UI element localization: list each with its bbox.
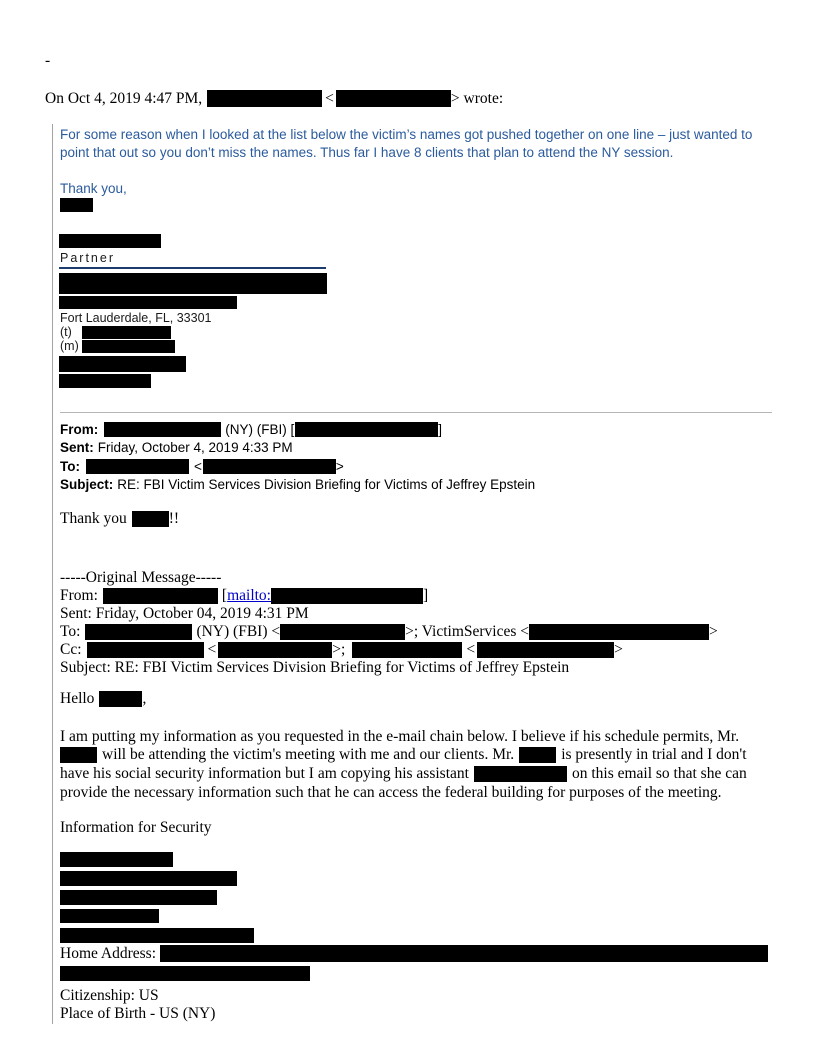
body-line-2a: will be attending the victim's meeting with me and our clients. Mr.: [102, 746, 515, 763]
security-heading: Information for Security: [60, 819, 212, 836]
quote-border: [52, 124, 53, 1024]
om-to-line: [60, 622, 718, 641]
redaction-bar: [519, 747, 556, 763]
top-dash: -: [45, 52, 51, 69]
greeting-suffix: ,: [142, 690, 147, 707]
reply-thanks-line: [60, 509, 179, 528]
subject-value: RE: FBI Victim Services Division Briefing for Victims of Jeffrey Epstein: [117, 477, 536, 492]
redaction-bar: [132, 511, 169, 527]
reply-suffix: !!: [168, 510, 180, 527]
om-from-label: From:: [60, 587, 98, 604]
redaction-bar: [477, 642, 614, 658]
body-line-2b: is presently in trial and I don't: [561, 746, 747, 763]
forward-sent-line: [60, 439, 293, 457]
subject-label: Subject:: [60, 477, 114, 492]
redaction-bar: [218, 642, 332, 658]
redaction-bar: [60, 747, 97, 763]
body-line-3a: have his social security information but I am copying his assistant: [60, 765, 469, 782]
redaction-bar: [59, 374, 151, 388]
redaction-bar: [85, 624, 192, 640]
om-subject-line: Subject: RE: FBI Victim Services Division Briefing for Victims of Jeffrey Epstein: [60, 659, 570, 676]
redaction-bar: [60, 890, 217, 905]
redaction-bar: [60, 852, 173, 867]
from-suffix: (NY) (FBI) [: [225, 422, 295, 437]
sent-label: Sent:: [60, 440, 94, 455]
signature-rule: [59, 267, 326, 269]
redaction-bar: [59, 234, 161, 248]
body-line-1: I am putting my information as you requested in the e-mail chain below. I believe if his schedule permits, Mr.: [60, 728, 740, 745]
forward-to-line: [60, 458, 344, 476]
om-to-mid2: >; VictimServices <: [405, 623, 529, 640]
redaction-bar: [207, 90, 322, 107]
redaction-bar: [59, 273, 327, 294]
home-address-label: Home Address:: [60, 945, 157, 962]
om-cc-mid: >;: [332, 641, 346, 658]
om-cc-label: Cc:: [60, 641, 82, 658]
sent-value: Friday, October 4, 2019 4:33 PM: [97, 440, 293, 455]
blue-note-line-2: point that out so you don’t miss the names. Thus far I have 8 clients that plan to attend the NY session.: [60, 145, 674, 160]
phone-label: (t): [60, 325, 72, 339]
body-line-2: [60, 745, 747, 764]
om-from-close-bracket: ]: [423, 587, 429, 604]
reply-prefix: Thank you: [60, 510, 127, 527]
body-line-3b: on this email so that she can: [571, 765, 747, 782]
body-line-4: provide the necessary information such that he can access the federal building for purposes of the meeting.: [60, 784, 722, 801]
redaction-bar: [104, 422, 221, 437]
original-message-divider: -----Original Message-----: [60, 569, 222, 586]
mailto-link[interactable]: mailto:: [227, 587, 271, 604]
from-label: From:: [60, 422, 99, 437]
redaction-bar: [160, 945, 768, 962]
redaction-bar: [86, 459, 189, 474]
om-cc-line: [60, 640, 623, 659]
redaction-bar: [60, 871, 237, 886]
om-sent-line: Sent: Friday, October 04, 2019 4:31 PM: [60, 605, 309, 622]
signature-phone-line: [60, 325, 171, 339]
attribution-close-wrote: > wrote:: [450, 90, 504, 107]
om-from-line: [60, 586, 428, 605]
redaction-bar: [103, 588, 218, 604]
om-to-mid: (NY) (FBI) <: [196, 623, 281, 640]
blue-note-line-1: For some reason when I looked at the list below the victim’s names got pushed together on one line – just wanted to: [60, 127, 753, 142]
signature-city: Fort Lauderdale, FL, 33301: [60, 311, 212, 325]
redaction-bar: [60, 198, 93, 212]
redaction-bar: [336, 90, 451, 107]
blue-note-closing: Thank you,: [60, 181, 127, 196]
redaction-bar: [60, 928, 254, 943]
redaction-bar: [87, 642, 204, 658]
from-close: ]: [438, 422, 443, 437]
body-line-3: [60, 764, 747, 783]
redaction-bar: [99, 691, 142, 707]
attribution-line: [45, 89, 503, 108]
signature-title: Partner: [60, 251, 115, 265]
redaction-bar: [474, 766, 567, 782]
redaction-bar: [59, 356, 186, 372]
redaction-bar: [529, 624, 709, 640]
place-of-birth-line: Place of Birth - US (NY): [60, 1005, 216, 1022]
to-close: >: [335, 459, 344, 474]
forward-from-line: [60, 421, 442, 439]
redaction-bar: [280, 624, 405, 640]
redaction-bar: [59, 296, 237, 309]
om-to-label: To:: [60, 623, 81, 640]
to-open: <: [194, 459, 202, 474]
redaction-bar: [60, 909, 159, 923]
home-address-line: [60, 944, 768, 963]
signature-mobile-line: [60, 339, 175, 353]
forward-subject-line: [60, 476, 535, 494]
redaction-bar: [82, 326, 171, 339]
mobile-label: (m): [60, 339, 79, 353]
om-cc-open2: <: [466, 641, 476, 658]
om-to-close: >: [709, 623, 718, 640]
redaction-bar: [295, 422, 438, 437]
attribution-prefix: On Oct 4, 2019 4:47 PM,: [45, 90, 203, 107]
header-divider-rule: [60, 412, 772, 413]
redaction-bar: [271, 588, 423, 604]
om-from-open-bracket: [: [221, 587, 228, 604]
om-cc-close: >: [614, 641, 623, 658]
redaction-bar: [60, 966, 310, 981]
redaction-bar: [352, 642, 462, 658]
greeting-prefix: Hello: [60, 690, 95, 707]
greeting-line: [60, 689, 146, 708]
to-label: To:: [60, 459, 80, 474]
attribution-open-angle: <: [325, 90, 334, 107]
om-cc-open1: <: [207, 641, 217, 658]
citizenship-line: Citizenship: US: [60, 987, 159, 1004]
redaction-bar: [82, 340, 175, 353]
redaction-bar: [203, 459, 336, 474]
